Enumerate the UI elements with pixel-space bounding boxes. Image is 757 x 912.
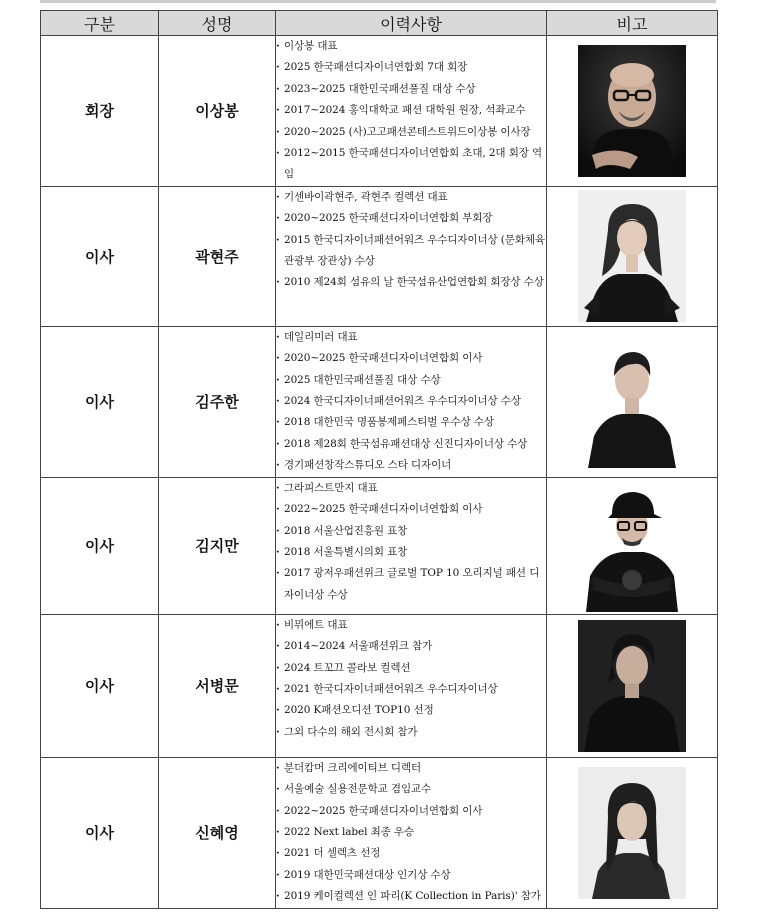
table-row [41, 186, 718, 326]
photo-cell [547, 186, 718, 326]
career-item: · 그외 다수의 해외 전시회 참가 [276, 722, 546, 743]
top-rule [40, 0, 716, 3]
row-category: 이사 [41, 186, 159, 326]
career-item: · 2018 제28회 한국섬유패션대상 신진디자이너상 수상 [276, 434, 546, 455]
career-item: · 2017 광저우패션위크 글로벌 TOP 10 오리지널 패션 디자이너상 수상 [276, 563, 546, 606]
portrait-photo [578, 620, 686, 752]
career-item: · 2020~2025 한국패션디자이너연합회 이사 [276, 348, 546, 369]
career-cell [276, 757, 547, 908]
row-name: 김지만 [159, 477, 276, 614]
row-category: 회장 [41, 36, 159, 187]
career-cell [276, 36, 547, 187]
career-item: · 2018 서울특별시의회 표창 [276, 542, 546, 563]
career-item: · 2025 한국패션디자이너연합회 7대 회장 [276, 57, 546, 78]
portrait-photo [578, 190, 686, 322]
photo-cell [547, 326, 718, 477]
career-item: · 2020~2025 (사)고고패션콘테스트위드이상봉 이사장 [276, 122, 546, 143]
career-item: · 기센바이곽현주, 곽현주 컬렉션 대표 [276, 187, 546, 208]
career-item: · 서울예술 실용전문학교 겸임교수 [276, 779, 546, 800]
board-members-table [40, 10, 718, 909]
header-category: 구분 [41, 11, 159, 36]
career-item: · 2019 케이컬렉션 인 파리(K Collection in Paris)' 참가 [276, 886, 546, 907]
career-item: · 경기패션창작스튜디오 스타 디자이너 [276, 455, 546, 476]
career-item: · 2022~2025 한국패션디자이너연합회 이사 [276, 801, 546, 822]
table-row [41, 36, 718, 187]
career-item: · 2017~2024 홍익대학교 패션 대학원 원장, 석좌교수 [276, 100, 546, 121]
row-category: 이사 [41, 326, 159, 477]
row-name: 신혜영 [159, 757, 276, 908]
row-category: 이사 [41, 477, 159, 614]
row-name: 곽현주 [159, 186, 276, 326]
row-name: 서병문 [159, 614, 276, 757]
career-item: · 2024 트꼬끄 콜라보 컬렉션 [276, 658, 546, 679]
career-item: · 2022 Next label 최종 우승 [276, 822, 546, 843]
career-item: · 2018 대한민국 명품봉제페스티벌 우수상 수상 [276, 412, 546, 433]
row-category: 이사 [41, 757, 159, 908]
header-career: 이력사항 [276, 11, 547, 36]
photo-cell [547, 36, 718, 187]
career-item: · 2019 대한민국패션대상 인기상 수상 [276, 865, 546, 886]
career-item: · 2021 더 셀렉츠 선정 [276, 843, 546, 864]
career-cell [276, 186, 547, 326]
career-item: · 2015 한국디자이너패션어워즈 우수디자이너상 (문화체육관광부 장관상) 수상 [276, 230, 546, 273]
portrait-photo [578, 45, 686, 177]
photo-cell [547, 477, 718, 614]
portrait-photo [578, 767, 686, 899]
portrait-photo [578, 480, 686, 612]
career-item: · 2023~2025 대한민국패션풀질 대상 수상 [276, 79, 546, 100]
career-item: · 2024 한국디자이너패션어워즈 우수디자이너상 수상 [276, 391, 546, 412]
career-item: · 2012~2015 한국패션디자이너연합회 초대, 2대 회장 역임 [276, 143, 546, 186]
career-item: · 2020~2025 한국패션디자이너연합회 부회장 [276, 208, 546, 229]
table-row [41, 757, 718, 908]
table-row [41, 614, 718, 757]
table-header-row [41, 11, 718, 36]
career-cell [276, 614, 547, 757]
career-item: · 2022~2025 한국패션디자이너연합회 이사 [276, 499, 546, 520]
career-cell [276, 477, 547, 614]
career-item: · 2018 서울산업진흥원 표창 [276, 521, 546, 542]
career-item: · 2025 대한민국패션풀질 대상 수상 [276, 370, 546, 391]
portrait-photo [578, 336, 686, 468]
career-item: · 2010 제24회 섬유의 날 한국섬유산업연합회 회장상 수상 [276, 272, 546, 293]
header-name: 성명 [159, 11, 276, 36]
career-cell [276, 326, 547, 477]
career-item: · 데일리미러 대표 [276, 327, 546, 348]
row-category: 이사 [41, 614, 159, 757]
career-item: · 2014~2024 서울패션위크 참가 [276, 636, 546, 657]
header-note: 비고 [547, 11, 718, 36]
career-item: · 그라피스트만지 대표 [276, 478, 546, 499]
photo-cell [547, 614, 718, 757]
row-name: 이상봉 [159, 36, 276, 187]
photo-cell [547, 757, 718, 908]
career-item: · 이상봉 대표 [276, 36, 546, 57]
row-name: 김주한 [159, 326, 276, 477]
career-item: · 분더캄머 크리에이티브 디렉터 [276, 758, 546, 779]
table-row [41, 477, 718, 614]
career-item: · 2020 K패션오디션 TOP10 선정 [276, 700, 546, 721]
career-item: · 비뮈에트 대표 [276, 615, 546, 636]
career-item: · 2021 한국디자이너패션어워즈 우수디자이너상 [276, 679, 546, 700]
table-row [41, 326, 718, 477]
